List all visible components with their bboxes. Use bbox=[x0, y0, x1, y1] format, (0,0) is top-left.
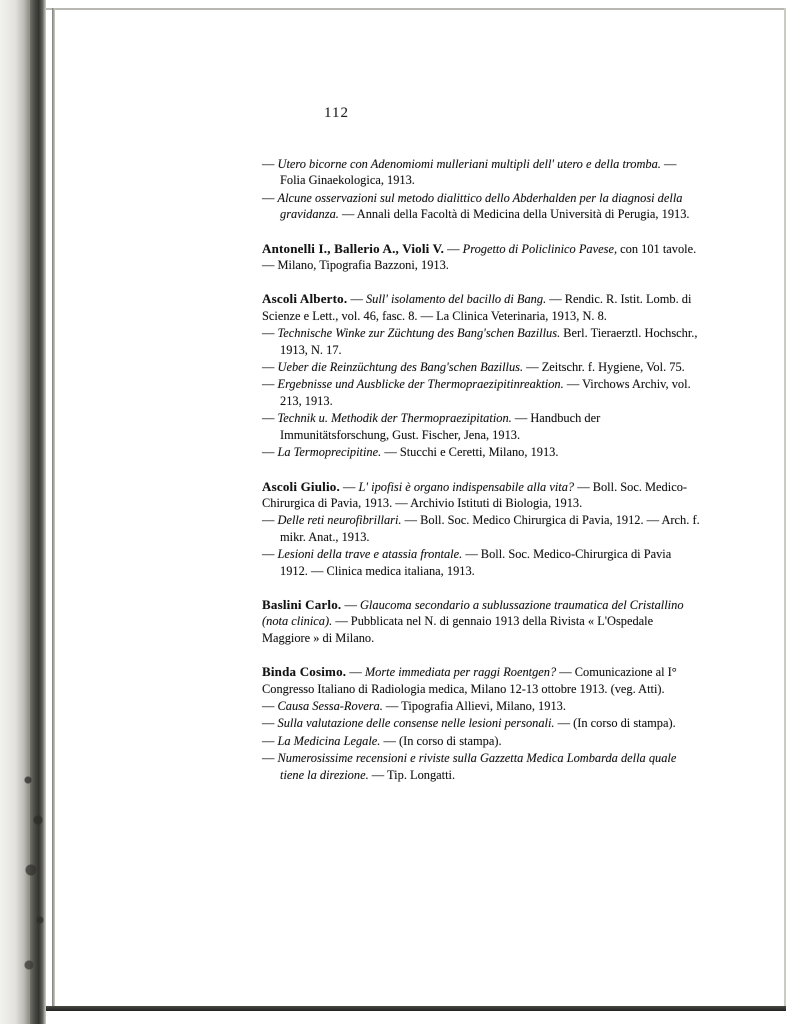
citation-rest: — Boll. Soc. Medico Chirurgica di Pavia, 1912. — Arch. f. mikr. Anat., 1913. bbox=[280, 513, 700, 544]
bibliography-line bbox=[262, 664, 702, 697]
bibliography-line bbox=[262, 376, 702, 409]
bibliography-line bbox=[262, 512, 702, 545]
bibliography-line bbox=[262, 546, 702, 579]
entry-author: Baslini Carlo. bbox=[262, 596, 342, 612]
title-italic: La Termoprecipitine. bbox=[277, 445, 382, 460]
page-text-body bbox=[262, 105, 702, 801]
title-italic: Sulla valutazione delle consense nelle lesioni personali. bbox=[277, 716, 555, 731]
scan-speckle-artifact bbox=[22, 760, 48, 1010]
title-italic: Ueber die Reinzüchtung des Bang'schen Bazillus. bbox=[277, 360, 524, 375]
scan-frame-left-edge bbox=[52, 8, 55, 1008]
citation-rest: Berl. Tieraerztl. Hochschr., 1913, N. 17. bbox=[280, 326, 698, 357]
bibliography-line bbox=[262, 359, 702, 375]
bibliography-entry bbox=[262, 156, 702, 223]
title-italic: La Medicina Legale. bbox=[277, 733, 381, 748]
citation-rest: — (In corso di stampa). bbox=[557, 716, 676, 731]
entry-author: Antonelli I., Ballerio A., Violi V. bbox=[262, 240, 445, 256]
bibliography-line bbox=[262, 597, 702, 646]
scan-frame-right-edge bbox=[784, 8, 786, 1008]
entry-author: Ascoli Giulio. bbox=[262, 478, 340, 494]
citation-rest: — Folia Ginaekologica, 1913. bbox=[280, 157, 677, 188]
bibliography-line bbox=[262, 479, 702, 512]
line-dash: — bbox=[262, 157, 278, 171]
line-dash: — bbox=[262, 698, 278, 713]
line-dash: — bbox=[343, 479, 359, 494]
bibliography-line bbox=[262, 190, 702, 223]
title-italic: L' ipofisi è organo indispensabile alla vita? bbox=[358, 479, 575, 494]
line-dash: — bbox=[262, 445, 278, 460]
citation-rest: — Handbuch der Immunitätsforschung, Gust. Fischer, Jena, 1913. bbox=[280, 411, 601, 442]
line-dash: — bbox=[262, 326, 278, 341]
line-dash: — bbox=[262, 751, 278, 766]
line-dash: — bbox=[349, 665, 365, 680]
citation-rest: — Comunicazione al I° Congresso Italiano di Radiologia medica, Milano 12-13 ottobre 1913. (veg. Atti). bbox=[262, 665, 677, 696]
scan-frame-bottom-edge bbox=[46, 1006, 786, 1011]
title-italic: Numerosissime recensioni e riviste sulla Gazzetta Medica Lombarda della quale tiene la direzione. bbox=[277, 751, 677, 782]
bibliography-line bbox=[262, 444, 702, 460]
bibliography-line bbox=[262, 410, 702, 443]
scan-frame-top-edge bbox=[46, 8, 786, 10]
bibliography-line bbox=[262, 241, 702, 274]
title-italic: Delle reti neurofibrillari. bbox=[277, 513, 402, 528]
title-italic: Alcune osservazioni sul metodo dialittico dello Abderhalden per la diagnosi della gravidanza. bbox=[277, 190, 683, 222]
citation-rest: — Tipografia Allievi, Milano, 1913. bbox=[385, 698, 566, 713]
citation-rest: — Boll. Soc. Medico-Chirurgica di Pavia, 1913. — Archivio Istituti di Biologia, 1913. bbox=[262, 479, 688, 510]
bibliography-line bbox=[262, 733, 702, 749]
line-dash: — bbox=[262, 377, 278, 392]
title-italic: Glaucoma secondario a sublussazione traumatica del Cristallino (nota clinica). bbox=[262, 597, 684, 629]
line-dash: — bbox=[262, 411, 278, 426]
bibliography-entry bbox=[262, 597, 702, 646]
title-italic: Lesioni della trave e atassia frontale. bbox=[277, 547, 463, 562]
title-italic: Causa Sessa-Rovera. bbox=[277, 698, 383, 713]
entry-author: Binda Cosimo. bbox=[262, 664, 347, 680]
citation-rest: — (In corso di stampa). bbox=[383, 733, 502, 748]
title-italic: Utero bicorne con Adenomiomi mulleriani multipli dell' utero e della tromba. bbox=[277, 157, 661, 171]
bibliography-line bbox=[262, 291, 702, 324]
title-italic: Technische Winke zur Züchtung des Bang'schen Bazillus. bbox=[277, 326, 561, 341]
citation-rest: — Rendic. R. Istit. Lomb. di Scienze e Lett., vol. 46, fasc. 8. — La Clinica Veterinaria, 1913, N. 8. bbox=[262, 292, 692, 323]
line-dash: — bbox=[262, 360, 278, 375]
bibliography-entry bbox=[262, 291, 702, 460]
line-dash: — bbox=[350, 292, 366, 307]
citation-rest: — Virchows Archiv, vol. 213, 1913. bbox=[280, 377, 691, 408]
bibliography-line bbox=[262, 750, 702, 783]
bibliography-line bbox=[262, 715, 702, 731]
citation-rest: — Annali della Facoltà di Medicina della Università di Perugia, 1913. bbox=[341, 207, 690, 222]
entry-author: Ascoli Alberto. bbox=[262, 291, 348, 307]
bibliography-line bbox=[262, 698, 702, 714]
bibliography-entry bbox=[262, 241, 702, 274]
citation-rest: — Zeitschr. f. Hygiene, Vol. 75. bbox=[526, 360, 685, 375]
line-dash: — bbox=[262, 716, 278, 731]
line-dash: — bbox=[344, 597, 360, 612]
line-dash: — bbox=[262, 190, 278, 205]
page-number: 112 bbox=[324, 105, 349, 121]
title-italic: Ergebnisse und Ausblicke der Thermopraezipitinreaktion. bbox=[277, 377, 564, 392]
citation-rest: — Boll. Soc. Medico-Chirurgica di Pavia 1912. — Clinica medica italiana, 1913. bbox=[280, 547, 672, 578]
title-italic: Morte immediata per raggi Roentgen? bbox=[364, 665, 557, 680]
citation-rest: — Stucchi e Ceretti, Milano, 1913. bbox=[384, 445, 559, 460]
line-dash: — bbox=[262, 547, 278, 562]
line-dash: — bbox=[262, 513, 278, 528]
line-dash: — bbox=[262, 733, 278, 748]
bibliography-line bbox=[262, 156, 702, 189]
citation-rest: — Tip. Longatti. bbox=[371, 767, 456, 782]
bibliography-entry bbox=[262, 664, 702, 783]
bibliography-entry bbox=[262, 479, 702, 579]
bibliography-line bbox=[262, 325, 702, 358]
citation-rest: con 101 tavole. — Milano, Tipografia Bazzoni, 1913. bbox=[262, 241, 697, 273]
title-italic: Progetto di Policlinico Pavese, bbox=[462, 241, 618, 256]
title-italic: Technik u. Methodik der Thermopraezipitation. bbox=[277, 411, 512, 426]
line-dash: — bbox=[447, 241, 463, 256]
title-italic: Sull' isolamento del bacillo di Bang. bbox=[365, 292, 547, 307]
citation-rest: — Pubblicata nel N. di gennaio 1913 della Rivista « L'Ospedale Maggiore » di Milano. bbox=[262, 614, 654, 645]
